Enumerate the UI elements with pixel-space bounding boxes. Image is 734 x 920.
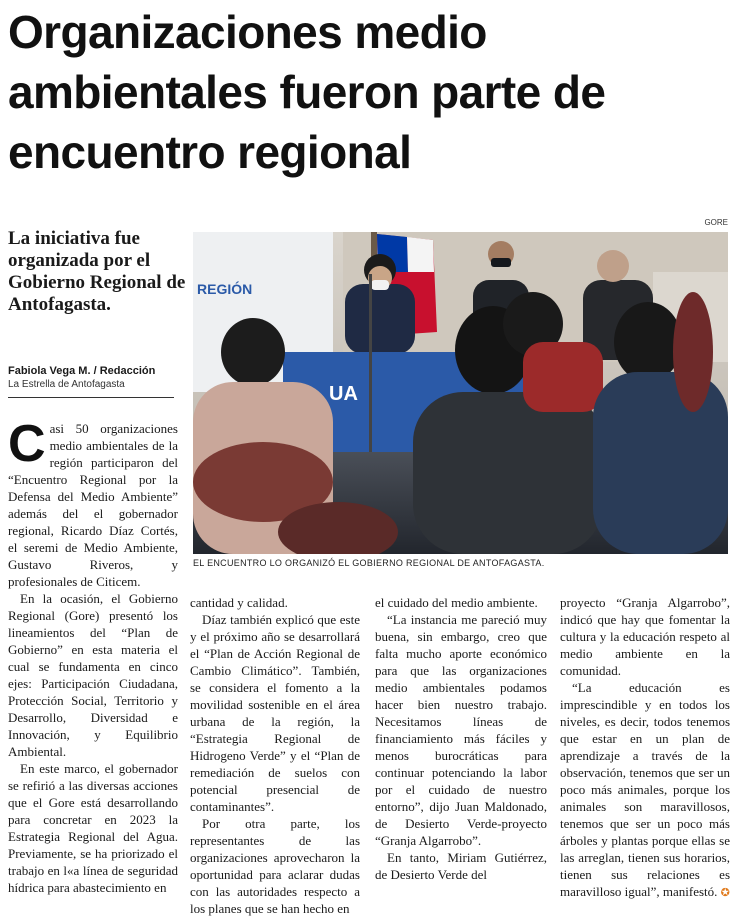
paragraph: Díaz también explicó que este y el próximo año se desarrollará el “Plan de Acción Regional de Cambio Climático”. También, se considera el fomento a la movilidad sostenible en el área urbana de la región, la “Estrategia Regional de Hidrogeno Verde” y el “Plan de remediación de suelos con potencial presencial de contaminantes”.: [190, 612, 360, 814]
paragraph: [560, 679, 730, 902]
byline-author: Fabiola Vega M. / Redacción: [8, 365, 156, 377]
drop-cap: C: [8, 415, 46, 473]
byline: [8, 364, 178, 398]
paragraph: En la ocasión, el Gobierno Regional (Gore) presentó los lineamientos del “Plan de Gobierno” en esta materia el cual se fundamenta en cinco ejes: Participación Ciudadana, Protección Social, Territorio y Desarrollo, Diversidad e Innovación, y Equilibrio Ambiental.: [8, 591, 178, 759]
paragraph: En tanto, Miriam Gutiérrez, de Desierto Verde del: [375, 850, 547, 882]
paragraph: el cuidado del medio ambiente.: [375, 595, 538, 610]
byline-rule: [8, 397, 174, 398]
audience: [193, 292, 728, 554]
article-column-3: [375, 594, 547, 883]
photo-caption: EL ENCUENTRO LO ORGANIZÓ EL GOBIERNO REGIONAL DE ANTOFAGASTA.: [193, 558, 545, 568]
subhead: La iniciativa fue organizada por el Gobierno Regional de Antofagasta.: [8, 228, 186, 315]
byline-outlet: La Estrella de Antofagasta: [8, 379, 125, 390]
photo-credit: GORE: [704, 218, 728, 227]
paragraph: Por otra parte, los representantes de las organizaciones aprovecharon la oportunidad para aclarar dudas con las autoridades respecto a los planes que se han hecho en: [190, 816, 360, 916]
article-column-4: [560, 594, 730, 902]
headline: Organizaciones medio ambientales fueron parte de encuentro regional: [8, 6, 606, 178]
photo-illustration: [193, 232, 728, 554]
paragraph: cantidad y calidad.: [190, 595, 288, 610]
paragraph: proyecto “Granja Algarrobo”, indicó que hay que fomentar la cultura y la educación respeto al medio ambiente en la comunidad.: [560, 595, 730, 678]
table-logo: UA: [329, 383, 358, 405]
article-column-1: [8, 415, 178, 896]
article-column-2: [190, 594, 360, 917]
paragraph: En este marco, el gobernador se refirió a las diversas acciones que el Gore está desarrollando para concretar en 2023 la Estrategia Regional del Agua. Previamente, se ha priorizado el trabajo en l«a línea de seguridad hídrica para abastecimiento en: [8, 761, 178, 895]
end-mark-icon: ✪: [720, 887, 730, 899]
paragraph: “La instancia me pareció muy buena, sin embargo, creo que falta mucho aporte económico para que las organizaciones medio ambientales podamos hacer bien nuestro trabajo. Necesitamos líneas de financiamiento más fáciles y menos burocráticas para continuar potenciando la labor por el cuidado de nuestro entorno”, dijo Juan Maldonado, de Desierto Verde-proyecto “Granja Algarrobo”.: [375, 612, 547, 848]
article-photo: [193, 232, 728, 554]
paragraph-text: asi 50 organizaciones medio ambientales de la región participaron del “Encuentro Regional por la Defensa del Medio Ambiente” además del el gobernador regional, Ricardo Díaz Cortés, el seremi de Medio Ambiente, Gustavo Riveros, y profesionales de Citicem.: [8, 421, 178, 589]
paragraph: [8, 415, 178, 590]
banner-text: REGIÓN: [197, 281, 253, 297]
paragraph-text: “La educación es imprescindible y en todos los niveles, es decir, todos tenemos que estar en un plan de aprendizaje a través de la observación, tenemos que ser un poco más animales, porque los animales son maravillosos, tenemos que ser un poco más árboles y plantas porque ellas se las arreglan, tienen sus horarios, tienen sus relaciones es maravilloso igual”, manifestó.: [560, 680, 730, 899]
